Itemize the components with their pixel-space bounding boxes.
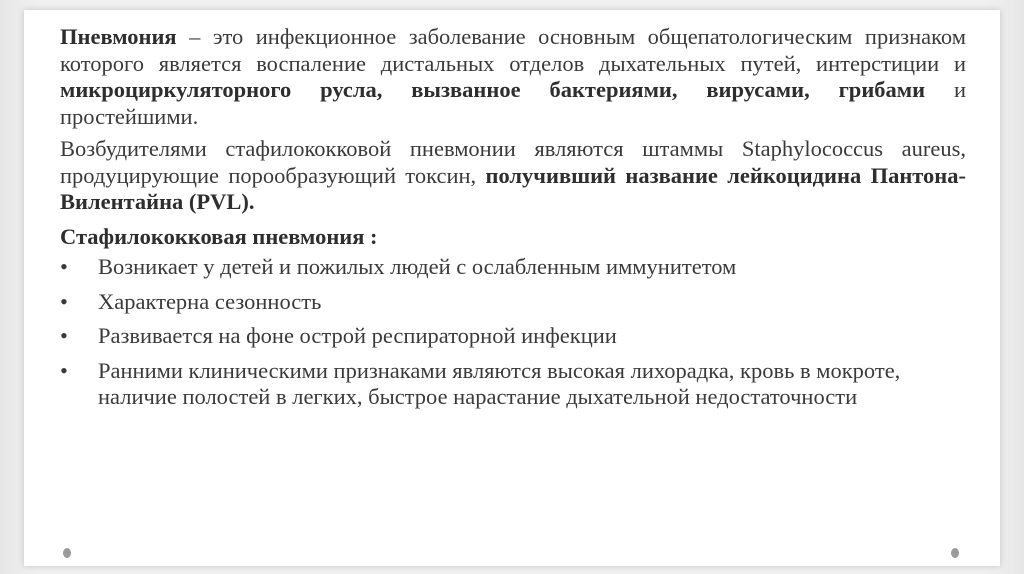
slide-content: [60, 24, 966, 419]
bullet-icon: •: [60, 357, 68, 383]
list-item: [60, 254, 928, 281]
bullet-icon: •: [60, 288, 68, 314]
bullet-list: [60, 254, 966, 411]
bullet-text: Характерна сезонность: [98, 288, 322, 314]
pathogen-text: Возбудителями стафилококковой пневмонии являются штаммы Staphylococcus aureus, продуцирующие порообразующий токсин,: [60, 136, 966, 188]
pathogen-paragraph: [60, 136, 966, 216]
list-item: [60, 323, 928, 350]
list-item: [60, 358, 928, 411]
definition-text: – это инфекционное заболевание основным общепатологическим признаком которого является воспаление дистальных отделов дыхательных путей, интерстиции и: [60, 24, 966, 76]
pathogen-bold-text: получивший название лейкоцидина Пантона-Вилентайна (PVL).: [60, 162, 966, 214]
section-heading: Стафилококковая пневмония :: [60, 223, 378, 249]
term-pneumonia: Пневмония: [60, 24, 177, 49]
list-item: [60, 289, 928, 316]
decorative-dot-icon: [951, 548, 959, 558]
definition-paragraph: [60, 24, 966, 130]
bullet-text: Возникает у детей и пожилых людей с ослабленным иммунитетом: [98, 254, 737, 279]
bullet-icon: •: [60, 254, 68, 279]
bullet-text: Развивается на фоне острой респираторной инфекции: [98, 323, 617, 348]
bullet-icon: •: [60, 323, 68, 348]
bullet-text: Ранними клиническими признаками являются высокая лихорадка, кровь в мокроте, наличие полостей в легких, быстрое нарастание дыхательной недостаточности: [98, 357, 901, 409]
definition-bold-text: микроциркуляторного русла, вызванное бактериями, вирусами, грибами: [60, 77, 926, 102]
decorative-dot-icon: [63, 548, 71, 558]
definition-tail-text: и простейшими.: [60, 77, 966, 129]
